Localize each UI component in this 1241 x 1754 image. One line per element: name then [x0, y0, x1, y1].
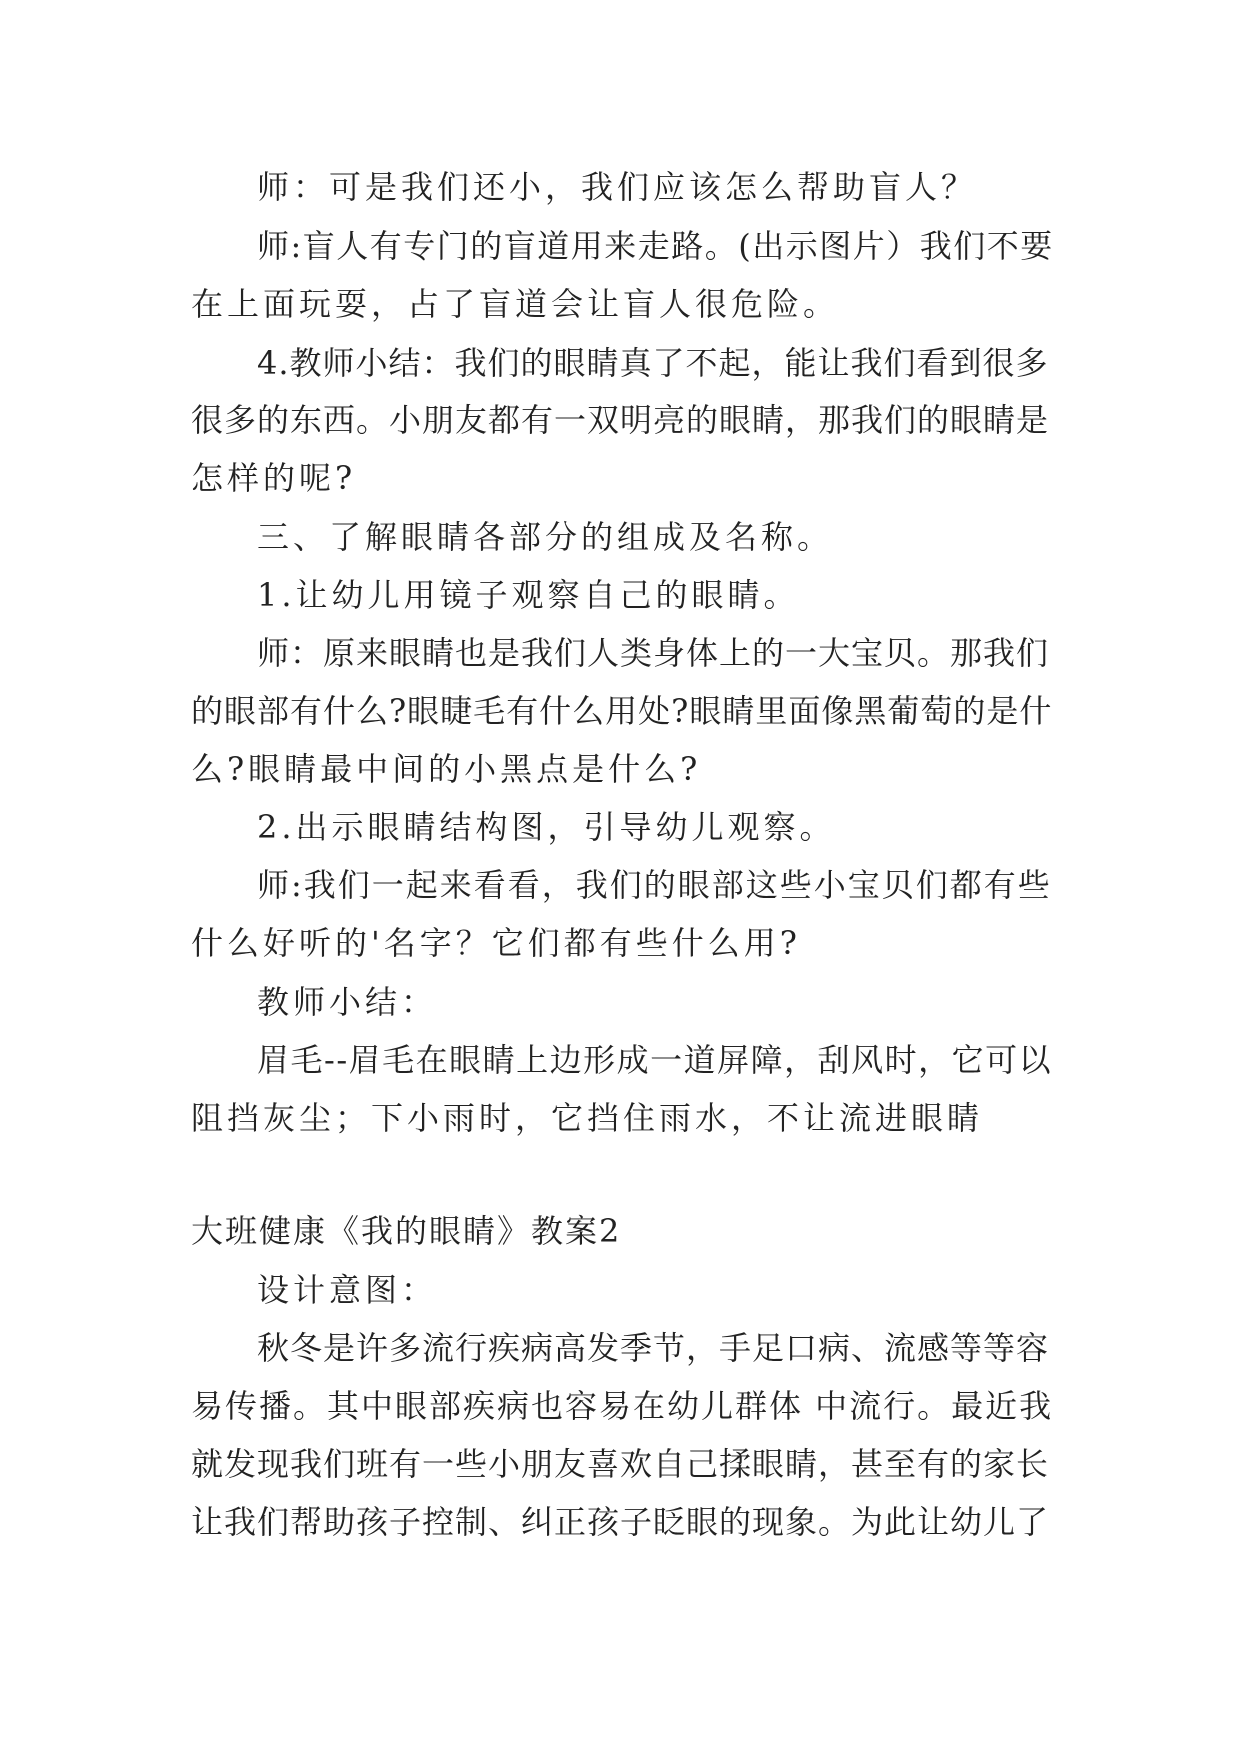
paragraph-line: 设计意图： — [257, 1271, 438, 1309]
paragraph-line: 就发现我们班有一些小朋友喜欢自己揉眼睛，甚至有的家长 — [191, 1445, 1050, 1483]
paragraph-line: 阻挡灰尘；下小雨时，它挡住雨水，不让流进眼睛 — [191, 1099, 984, 1137]
paragraph-line: 三、了解眼睛各部分的组成及名称。 — [257, 518, 834, 556]
paragraph-line: 让我们帮助孩子控制、纠正孩子眨眼的现象。为此让幼儿了 — [191, 1503, 1050, 1541]
paragraph-line: 教师小结： — [257, 983, 438, 1021]
paragraph-line: 很多的东西。小朋友都有一双明亮的眼睛，那我们的眼睛是 — [191, 401, 1050, 439]
paragraph-line: 么?眼睛最中间的小黑点是什么? — [191, 750, 702, 788]
paragraph-line: 的眼部有什么?眼睫毛有什么用处?眼睛里面像黑葡萄的是什 — [191, 692, 1053, 730]
paragraph-line: 易传播。其中眼部疾病也容易在幼儿群体 中流行。最近我 — [191, 1387, 1054, 1425]
paragraph-line: 眉毛--眉毛在眼睛上边形成一道屏障，刮风时，它可以 — [257, 1041, 1053, 1079]
paragraph-line: 师：可是我们还小，我们应该怎么帮助盲人？ — [257, 168, 978, 206]
paragraph-line: 怎样的呢? — [191, 459, 357, 497]
paragraph-line: 1.让幼儿用镜子观察自己的眼睛。 — [257, 576, 800, 614]
paragraph-line: 师:我们一起来看看，我们的眼部这些小宝贝们都有些 — [257, 866, 1052, 904]
paragraph-line: 什么好听的'名字？它们都有些什么用? — [191, 924, 801, 962]
paragraph-line: 师:盲人有专门的盲道用来走路。(出示图片）我们不要 — [257, 227, 1054, 265]
paragraph-line: 2.出示眼睛结构图，引导幼儿观察。 — [257, 808, 836, 846]
paragraph-line: 师：原来眼睛也是我们人类身体上的一大宝贝。那我们 — [257, 634, 1050, 672]
paragraph-line: 在上面玩耍，占了盲道会让盲人很危险。 — [191, 285, 840, 323]
section-title: 大班健康《我的眼睛》教案2 — [191, 1212, 622, 1250]
paragraph-line: 秋冬是许多流行疾病高发季节，手足口病、流感等等容 — [257, 1329, 1050, 1367]
paragraph-line: 4.教师小结：我们的眼睛真了不起，能让我们看到很多 — [257, 344, 1049, 382]
